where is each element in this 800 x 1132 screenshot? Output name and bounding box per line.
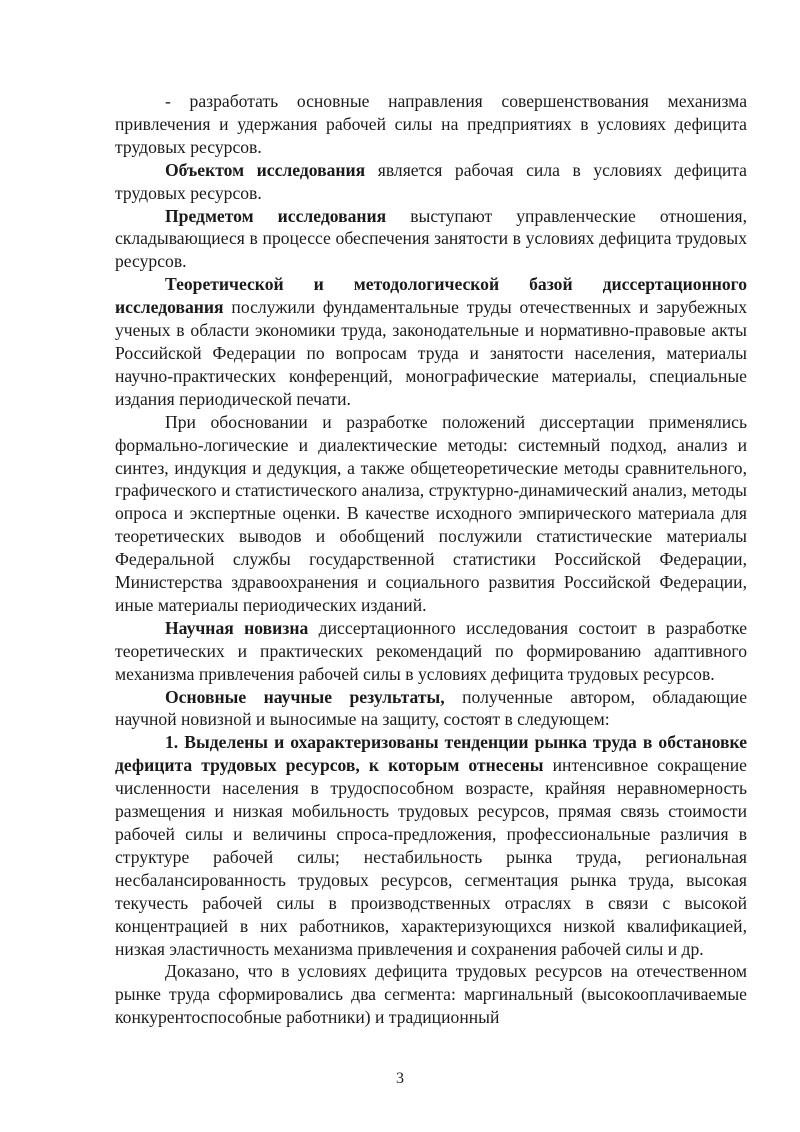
paragraph-theoretical-base: Теоретической и методологической базой диссертационного исследования послужили фундаментальные труды отечественных и зарубежных ученых в области экономики труда, законодательные и нормативно-правовые акты Российской Федерации по вопросам труда и занятости населения, материалы научно-практических конференций, монографические материалы, специальные издания периодической печати. [115,274,747,409]
paragraph-methods: При обосновании и разработке положений диссертации применялись формально-логические и диалектические методы: системный подход, анализ и синтез, индукция и дедукция, а также общетеоретические методы сравнительного, графического и статистического анализа, структурно-динамический анализ, методы опроса и экспертные оценки. В качестве исходного эмпирического материала для теоретических выводов и обобщений послужили статистические материалы Федеральной службы государственной статистики Российской Федерации, Министерства здравоохранения и социального развития Российской Федерации, иные материалы периодических изданий. [115,411,747,615]
paragraph-novelty: Научная новизна диссертационного исследования состоит в разработке теоретических и практических рекомендаций по формированию адаптивного механизма привлечения рабочей силы в условиях дефицита трудовых ресурсов. [115,617,748,684]
paragraph-objective: - разработать основные направления совершенствования механизма привлечения и удержания рабочей силы на предприятиях в условиях дефицита трудовых ресурсов. [115,91,747,157]
paragraph-results: Основные научные результаты, полученные автором, обладающие научной новизной и выносимые на защиту, состоят в следующем: [115,686,748,730]
paragraph-proven: Доказано, что в условиях дефицита трудовых ресурсов на отечественном рынке труда сформировались два сегмента: маргинальный (высокооплачиваемые конкурентоспособные работники) и традиционный [115,961,747,1028]
paragraph-subject: Предметом исследования выступают управленческие отношения, складывающиеся в процессе обеспечения занятости в условиях дефицита трудовых ресурсов. [115,205,748,272]
paragraph-object: Объектом исследования является рабочая сила в условиях дефицита трудовых ресурсов. [115,159,747,203]
paragraph-result-1: 1. Выделены и охарактеризованы тенденции рынка труда в обстановке дефицита трудовых ресурсов, к которым отнесены интенсивное сокращение численности населения в трудоспособном возрасте, крайняя неравномерность размещения и низкая мобильность трудовых ресурсов, прямая связь стоимости рабочей силы и величины спроса-предложения, профессиональные различия в структуре рабочей силы; нестабильность рынка труда, региональная несбалансированность трудовых ресурсов, сегментация рынка труда, высокая текучесть рабочей силы в производственных отраслях в связи с высокой концентрацией в них работников, характеризующихся низкой квалификацией, низкая эластичность механизма привлечения и сохранения рабочей силы и др. [115,732,747,959]
page-number: 3 [396,1070,404,1087]
